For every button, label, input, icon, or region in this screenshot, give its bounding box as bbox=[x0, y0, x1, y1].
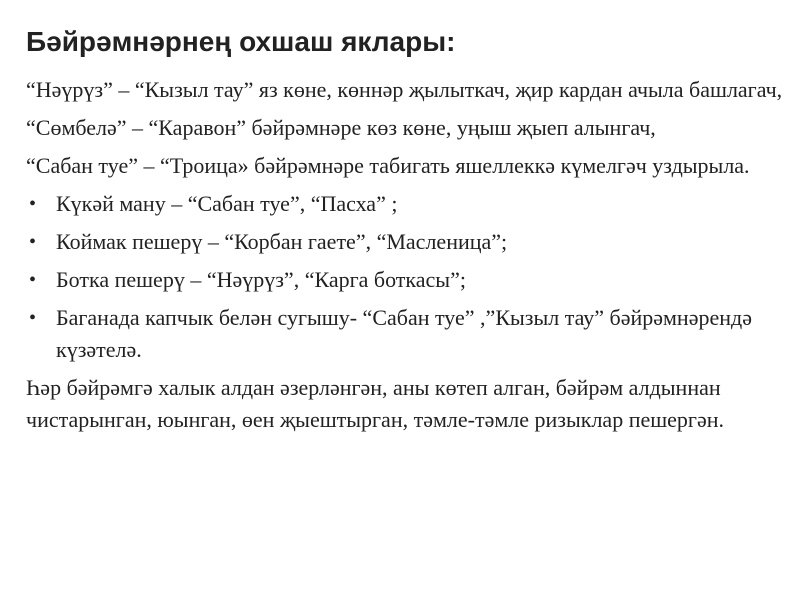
bullet-icon: • bbox=[29, 193, 37, 215]
paragraph-conclusion: Һәр бәйрәмгә халык алдан әзерләнгән, аны көтеп алган, бәйрәм алдыннан чистарынган, юынган, өен җыештырган, тәмле-тәмле ризыклар пешергән. bbox=[26, 375, 724, 432]
list-item-text: Ботка пешерү – “Нәүрүз”, “Карга боткасы”; bbox=[56, 267, 466, 292]
paragraph-nauruz: “Нәүрүз” – “Кызыл тау” яз көне, көннәр җылыткач, җир кардан ачыла башлагач, bbox=[26, 77, 783, 102]
slide-title: Бәйрәмнәрнең охшаш яклары: bbox=[26, 26, 456, 57]
bullet-icon: • bbox=[29, 269, 37, 291]
bullet-icon: • bbox=[29, 307, 37, 329]
list-item bbox=[26, 264, 786, 296]
bullet-list bbox=[26, 188, 786, 366]
slide-content bbox=[26, 22, 786, 442]
paragraph-saban-tuye: “Сабан туе” – “Троица» бәйрәмнәре табигать яшеллеккә күмелгәч уздырыла. bbox=[26, 153, 750, 178]
bullet-icon: • bbox=[29, 231, 37, 253]
list-item-text: Баганада капчык белән сугышу- “Сабан туе” ,”Кызыл тау” бәйрәмнәрендә күзәтелә. bbox=[56, 305, 752, 362]
list-item-text: Күкәй ману – “Сабан туе”, “Пасха” ; bbox=[56, 191, 398, 216]
list-item-text: Коймак пешерү – “Корбан гаете”, “Масленица”; bbox=[56, 229, 508, 254]
list-item bbox=[26, 302, 786, 366]
paragraph-sombele: “Сөмбелә” – “Каравон” бәйрәмнәре көз көне, уңыш җыеп алынгач, bbox=[26, 115, 656, 140]
list-item bbox=[26, 226, 786, 258]
list-item bbox=[26, 188, 786, 220]
